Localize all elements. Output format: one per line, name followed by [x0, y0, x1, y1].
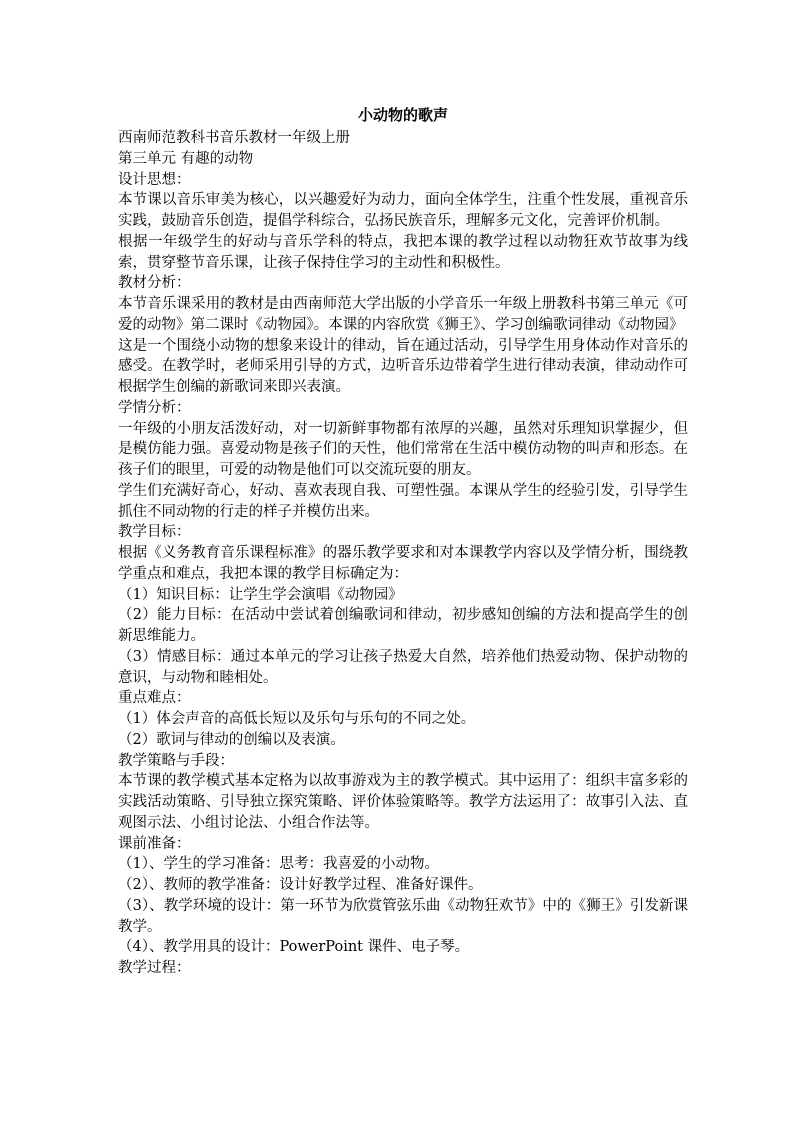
document-title: 小动物的歌声: [357, 106, 448, 124]
paragraph-goals-intro: 根据《义务教育音乐课程标准》的器乐教学要求和对本课教学内容以及学情分析，围绕教学重点和难点，我把本课的教学目标确定为：: [118, 545, 688, 582]
preparation-4: （4）、教学用具的设计：PowerPoint 课件、电子琴。: [118, 939, 470, 956]
section-heading-key-points: 重点难点：: [118, 690, 191, 707]
key-point-1: （1）体会声音的高低长短以及乐句与乐句的不同之处。: [118, 711, 476, 727]
textbook-info: 西南师范教科书音乐教材一年级上册: [118, 130, 350, 146]
section-heading-process: 教学过程：: [118, 960, 191, 976]
preparation-1: （1）、学生的学习准备：思考：我喜爱的小动物。: [118, 856, 439, 873]
goal-knowledge: （1）知识目标：让学生学会演唱《动物园》: [118, 586, 403, 603]
paragraph-students-1: 一年级的小朋友活泼好动，对一切新鲜事物都有浓厚的兴趣，虽然对乐理知识掌握少，但是模仿能力强。喜爱动物是孩子们的天性，他们常常在生活中模仿动物的叫声和形态。在孩子们的眼里，可爱的动物是他们可以交流玩耍的朋友。: [118, 420, 688, 478]
preparation-2: （2）、教师的教学准备：设计好教学过程、准备好课件。: [118, 877, 483, 893]
section-heading-strategy: 教学策略与手段：: [118, 752, 234, 769]
section-heading-preparation: 课前准备：: [118, 835, 191, 852]
unit-info: 第三单元 有趣的动物: [118, 150, 254, 167]
section-heading-goals: 教学目标：: [118, 524, 191, 541]
paragraph-design-2: 根据一年级学生的好动与音乐学科的特点，我把本课的教学过程以动物狂欢节故事为线索，贯穿整节音乐课，让孩子保持住学习的主动性和积极性。: [118, 233, 688, 271]
paragraph-design-1: 本节课以音乐审美为核心，以兴趣爱好为动力，面向全体学生，注重个性发展，重视音乐实践，鼓励音乐创造，提倡学科综合，弘扬民族音乐，理解多元文化，完善评价机制。: [118, 192, 688, 229]
preparation-3: （3）、教学环境的设计：第一环节为欣赏管弦乐曲《动物狂欢节》中的《狮王》引发新课教学。: [118, 897, 688, 935]
paragraph-students-2: 学生们充满好奇心，好动、喜欢表现自我、可塑性强。本课从学生的经验引发，引导学生抓住不同动物的行走的样子并模仿出来。: [118, 482, 688, 520]
paragraph-material-2: 这是一个围绕小动物的想象来设计的律动，旨在通过活动，引导学生用身体动作对音乐的感受。在教学时，老师采用引导的方式，边听音乐边带着学生进行律动表演，律动动作可根据学生创编的新歌词来即兴表演。: [118, 337, 688, 395]
goal-ability: （2）能力目标：在活动中尝试着创编歌词和律动，初步感知创编的方法和提高学生的创新思维能力。: [118, 607, 688, 644]
section-heading-material: 教材分析：: [118, 275, 191, 292]
section-heading-design: 设计思想：: [118, 171, 191, 188]
paragraph-material-1: 本节音乐课采用的教材是由西南师范大学出版的小学音乐一年级上册教科书第三单元《可爱的动物》第二课时《动物园》。本课的内容欣赏《狮王》、学习创编歌词律动《动物园》: [118, 296, 688, 333]
document-body: [118, 128, 688, 979]
paragraph-strategy: 本节课的教学模式基本定格为以故事游戏为主的教学模式。其中运用了：组织丰富多彩的实践活动策略、引导独立探究策略、评价体验策略等。教学方法运用了：故事引入法、直观图示法、小组讨论法、小组合作法等。: [118, 773, 688, 831]
key-point-2: （2）歌词与律动的创编以及表演。: [118, 731, 345, 748]
document-page: [118, 104, 688, 979]
section-heading-students: 学情分析：: [118, 399, 191, 416]
goal-emotion: （3）情感目标：通过本单元的学习让孩子热爱大自然，培养他们热爱动物、保护动物的意识，与动物和睦相处。: [118, 648, 688, 686]
